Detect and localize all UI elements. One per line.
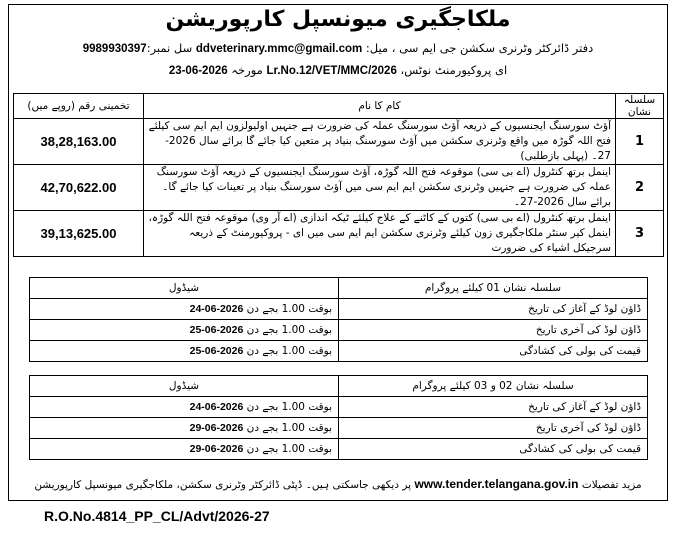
table-row (30, 341, 648, 362)
ro-number: R.O.No.4814_PP_CL/Advt/2026-27 (44, 508, 270, 524)
schedule-time: بوقت 1.00 بجے دن (246, 324, 332, 336)
schedule-event: ڈاؤن لوڈ کے آغاز کی تاریخ (339, 397, 648, 418)
work-description: اینمل برتھ کنٹرول (اے بی سی) موقوعہ فتح اللہ گوڑہ، آؤٹ سورسنگ ایجنسیوں کے ذریعہ آؤٹ سورسنگ عملہ کی ضرورت ہے جنہیں وٹرنری سکشن ایم ایم سی میں آؤٹ سورسنگ بنیاد پر تعینات کیا جائے گا۔ برائے سال 2026-27۔ (144, 165, 616, 211)
schedule-date: 25-06-2026 (189, 345, 244, 357)
schedule-table-2 (29, 375, 648, 460)
serial-number: 3 (616, 211, 664, 257)
table-row (14, 165, 664, 211)
schedule-date: 24-06-2026 (189, 401, 244, 413)
program-label: سلسلہ نشان 01 کیلئے پروگرام (339, 278, 648, 299)
serial-number: 2 (616, 165, 664, 211)
reference-line (9, 63, 667, 77)
schedule-datetime (30, 397, 339, 418)
contact-line (9, 41, 667, 55)
notice-label: ای پروکیورمنٹ نوٹس، (400, 63, 508, 77)
footer-details (9, 477, 667, 491)
estimated-cost: 38,28,163.00 (14, 119, 144, 165)
schedule-label: شیڈول (30, 278, 339, 299)
schedule-time: بوقت 1.00 بجے دن (246, 401, 332, 413)
schedule-event: ڈاؤن لوڈ کی آخری تاریخ (339, 418, 648, 439)
col-sn-header: سلسلہ نشان (616, 94, 664, 119)
schedule-datetime (30, 418, 339, 439)
schedule-date: 24-06-2026 (189, 303, 244, 315)
estimated-cost: 39,13,625.00 (14, 211, 144, 257)
table-row (30, 299, 648, 320)
schedule-event: قیمت کی بولی کی کشادگی (339, 341, 648, 362)
table-row (30, 439, 648, 460)
program-label: سلسلہ نشان 02 و 03 کیلئے پروگرام (339, 376, 648, 397)
table-row (30, 397, 648, 418)
notice-date: 23-06-2026 (168, 65, 228, 77)
phone-label: سل نمبر: (146, 41, 193, 55)
reference-number: Lr.No.12/VET/MMC/2026 (266, 65, 397, 77)
schedule-label: شیڈول (30, 376, 339, 397)
schedule-datetime (30, 299, 339, 320)
work-description: آؤٹ سورسنگ ایجنسیوں کے ذریعہ آؤٹ سورسنگ عملہ کی ضرورت ہے جنہیں اولیولزون ایم ایم سی کیلئے فتح اللہ گوڑہ میں واقع وٹرنری سکشن میں آؤٹ سورسنگ بنیاد پر متعین کیا جائے گا برائے سال 2026-27۔ (پہلی بازطلبی) (144, 119, 616, 165)
schedule-event: ڈاؤن لوڈ کی آخری تاریخ (339, 320, 648, 341)
office-label: دفتر ڈائرکٹر وٹرنری سکشن جی ایم سی ، میل: (365, 41, 594, 55)
phone-number: 9989930397 (82, 43, 147, 55)
schedule-event: قیمت کی بولی کی کشادگی (339, 439, 648, 460)
email-text: ddveterinary.mmc@gmail.com (195, 43, 363, 55)
schedule-event: ڈاؤن لوڈ کے آغاز کی تاریخ (339, 299, 648, 320)
col-work-header: کام کا نام (144, 94, 616, 119)
table-row (14, 211, 664, 257)
schedule-time: بوقت 1.00 بجے دن (246, 303, 332, 315)
serial-number: 1 (616, 119, 664, 165)
footer-prefix: مزید تفصیلات (581, 479, 642, 491)
table-row (14, 119, 664, 165)
schedule-header (30, 278, 648, 299)
schedule-time: بوقت 1.00 بجے دن (246, 422, 332, 434)
corporation-title: ملکاجگیری میونسپل کارپوریشن (165, 7, 511, 32)
schedule-header (30, 376, 648, 397)
schedule-table-1 (29, 277, 648, 362)
table-row (30, 320, 648, 341)
work-description: اینمل برتھ کنٹرول (اے بی سی) کتوں کے کاٹنے کے علاج کیلئے ٹیکہ اندازی (اے آر وی) موقوعہ فتح اللہ گوڑہ، اینمل کیر سنٹر ملکاجگیری زون کیلئے وٹرنری سکشن ایم ایم سی میں ای - پروکیورمنٹ کے ذریعہ سرجیکل اشیاء کی ضرورت (144, 211, 616, 257)
table-row (30, 418, 648, 439)
tender-website-link[interactable]: www.tender.telangana.gov.in (414, 477, 579, 491)
schedule-time: بوقت 1.00 بجے دن (246, 345, 332, 357)
schedule-date: 29-06-2026 (189, 422, 244, 434)
schedule-datetime (30, 320, 339, 341)
schedule-date: 25-06-2026 (189, 324, 244, 336)
schedule-datetime (30, 341, 339, 362)
schedule-time: بوقت 1.00 بجے دن (246, 443, 332, 455)
estimated-cost: 42,70,622.00 (14, 165, 144, 211)
footer-suffix: پر دیکھی جاسکتی ہیں۔ ڈپٹی ڈائرکٹر وٹرنری سکشن، ملکاجگیری میونسپل کارپوریشن (34, 479, 412, 491)
schedule-date: 29-06-2026 (189, 443, 244, 455)
schedule-datetime (30, 439, 339, 460)
col-cost-header: تخمینی رقم (روپے میں) (14, 94, 144, 119)
dated-label: مورخہ (231, 63, 263, 77)
works-table (13, 93, 664, 257)
works-table-header (14, 94, 664, 119)
tender-notice (8, 4, 668, 501)
